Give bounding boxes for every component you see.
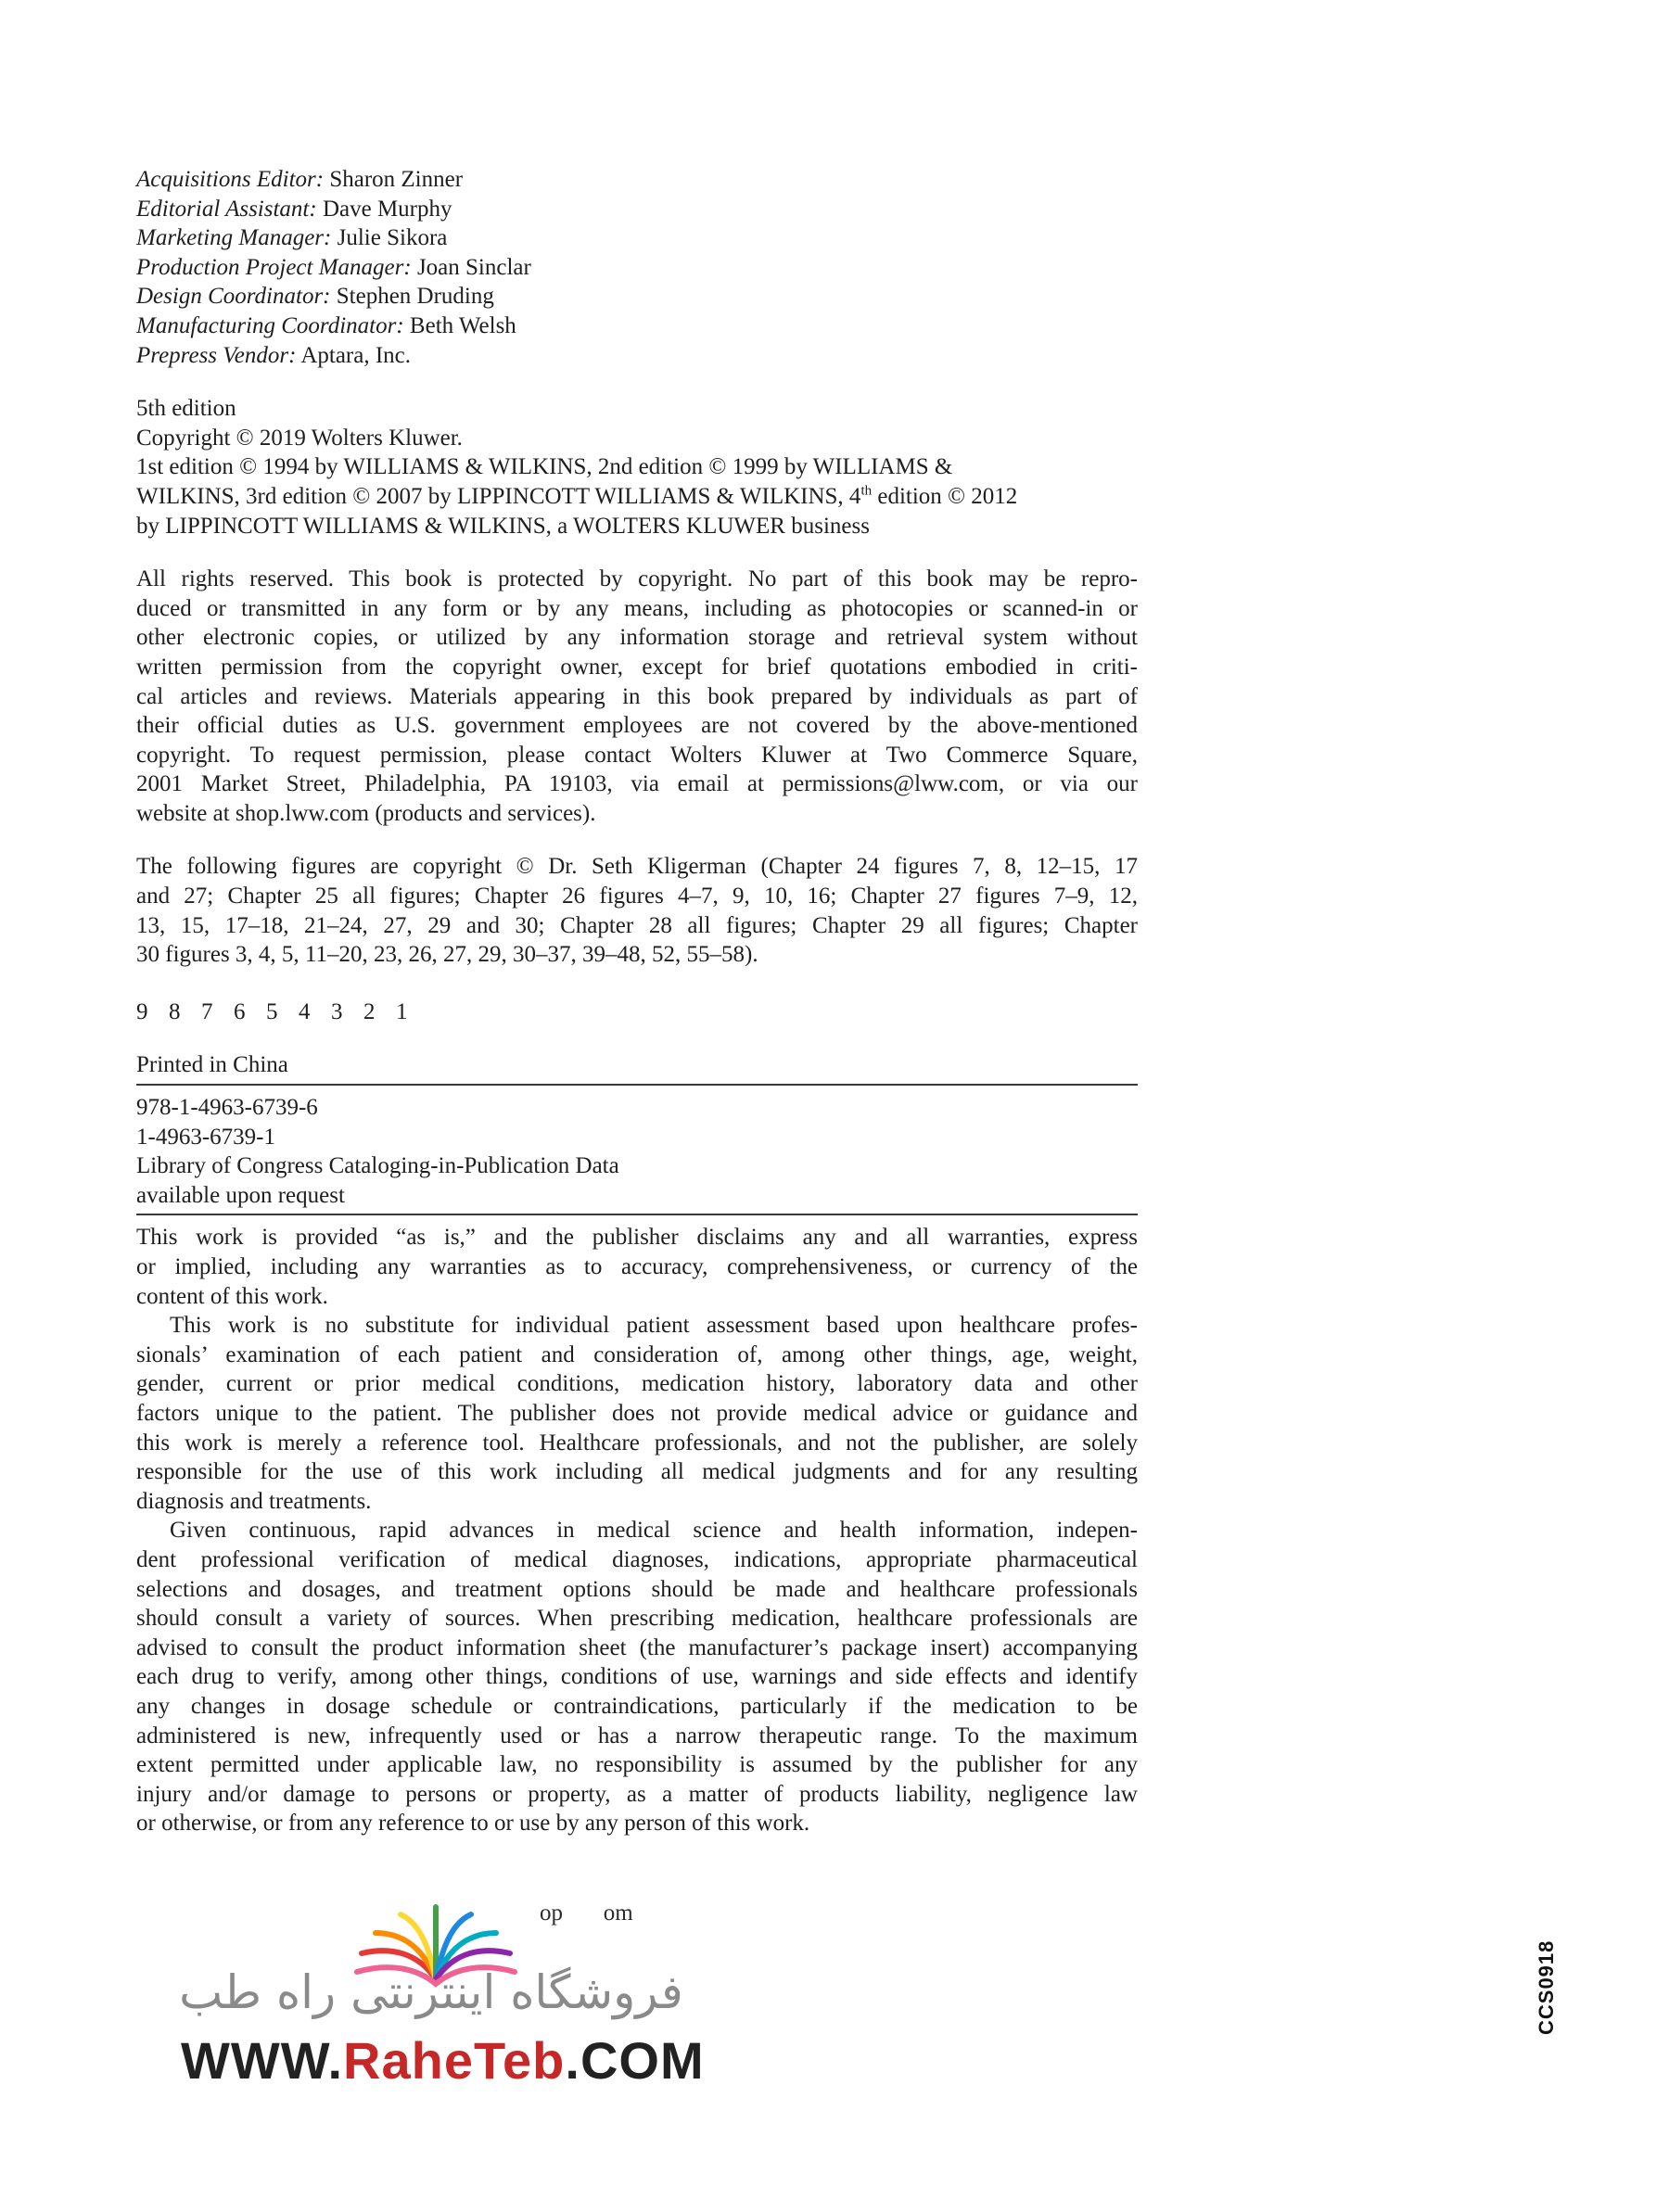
text-line: content of this work. bbox=[136, 1283, 328, 1309]
text-line: website at shop.lww.com (products and services). bbox=[136, 800, 596, 826]
edition-line: 5th edition bbox=[136, 396, 236, 422]
text-line: All rights reserved. This book is protected by copyright. No part of this book may be repro- bbox=[136, 566, 1138, 592]
impression-number: 4 bbox=[299, 998, 311, 1024]
impression-number: 3 bbox=[331, 998, 343, 1024]
credit-role: Production Project Manager: bbox=[136, 254, 412, 280]
credit-role: Prepress Vendor: bbox=[136, 342, 297, 368]
text-line: gender, current or prior medical conditions, medication history, laboratory data and other bbox=[136, 1371, 1138, 1397]
credit-row bbox=[136, 195, 1138, 224]
copyright-line: Copyright © 2019 Wolters Kluwer. bbox=[136, 425, 463, 451]
copyright-page bbox=[136, 165, 1138, 1838]
credit-row bbox=[136, 341, 1138, 371]
cip-line: available upon request bbox=[136, 1182, 345, 1208]
text-line: cal articles and reviews. Materials appearing in this book prepared by individuals as part of bbox=[136, 683, 1138, 709]
text-line: written permission from the copyright owner, except for brief quotations embodied in criti- bbox=[136, 654, 1138, 680]
credit-role: Acquisitions Editor: bbox=[136, 167, 325, 192]
side-code: CCS0918 bbox=[1535, 1939, 1558, 2035]
printed-in: Printed in China bbox=[136, 1052, 288, 1078]
edition-history-line bbox=[136, 482, 1138, 512]
watermark-url: WWW.RaheTeb.COM bbox=[181, 2031, 705, 2090]
text-line: administered is new, infrequently used or has a narrow therapeutic range. To the maximum bbox=[136, 1723, 1138, 1748]
edition-history-line: by LIPPINCOTT WILLIAMS & WILKINS, a WOLTERS KLUWER business bbox=[136, 513, 870, 539]
edition-block bbox=[136, 394, 1138, 540]
text-line: or otherwise, or from any reference to or use by any person of this work. bbox=[136, 1811, 810, 1837]
figures-copyright-paragraph bbox=[136, 852, 1138, 969]
text-line: should consult a variety of sources. When prescribing medication, healthcare professionals are bbox=[136, 1606, 1138, 1632]
impression-number: 9 bbox=[136, 998, 148, 1024]
text-line: responsible for the use of this work including all medical judgments and for any resulting bbox=[136, 1459, 1138, 1485]
watermark-persian-text: فروشگاه اینترنتی راه طب bbox=[179, 1965, 683, 2019]
text-line: This work is provided “as is,” and the publisher disclaims any and all warranties, express bbox=[136, 1225, 1138, 1251]
credit-row bbox=[136, 253, 1138, 283]
text-line: and 27; Chapter 25 all figures; Chapter 26 figures 4–7, 9, 10, 16; Chapter 27 figures 7–9, 12, bbox=[136, 884, 1138, 909]
text-line: diagnosis and treatments. bbox=[136, 1488, 372, 1514]
credit-name: Dave Murphy bbox=[322, 196, 452, 222]
divider bbox=[136, 1214, 1138, 1215]
disclaimer-paragraph bbox=[136, 1311, 1138, 1516]
text-line: copyright. To request permission, please contact Wolters Kluwer at Two Commerce Square, bbox=[136, 742, 1138, 768]
credit-row bbox=[136, 223, 1138, 253]
text-line: 30 figures 3, 4, 5, 11–20, 23, 26, 27, 29, 30–37, 39–48, 52, 55–58). bbox=[136, 942, 758, 968]
divider bbox=[136, 1084, 1138, 1086]
credit-role: Editorial Assistant: bbox=[136, 196, 317, 222]
edition-history-line: 1st edition © 1994 by WILLIAMS & WILKINS, 2nd edition © 1999 by WILLIAMS & bbox=[136, 454, 953, 480]
credit-name: Aptara, Inc. bbox=[300, 342, 412, 368]
edition-superscript: th bbox=[860, 483, 873, 499]
text-line: advised to consult the product information sheet (the manufacturer’s package insert) accompanying bbox=[136, 1634, 1138, 1660]
impression-number: 5 bbox=[266, 998, 278, 1024]
text-line: their official duties as U.S. government employees are not covered by the above-mentioned bbox=[136, 713, 1138, 739]
text-line: extent permitted under applicable law, no responsibility is assumed by the publisher for any bbox=[136, 1752, 1138, 1778]
text-line: each drug to verify, among other things, conditions of use, warnings and side effects and identify bbox=[136, 1664, 1138, 1690]
text-line: or implied, including any warranties as to accuracy, comprehensiveness, or currency of the bbox=[136, 1254, 1138, 1279]
credit-row bbox=[136, 282, 1138, 311]
disclaimer-paragraph bbox=[136, 1223, 1138, 1311]
impression-number: 7 bbox=[201, 998, 213, 1024]
impression-number: 6 bbox=[234, 998, 246, 1024]
text-line: 2001 Market Street, Philadelphia, PA 19103, via email at permissions@lww.com, or via our bbox=[136, 771, 1138, 797]
watermark-partial-text: op om bbox=[540, 1901, 633, 1926]
text-line: duced or transmitted in any form or by any means, including as photocopies or scanned-in or bbox=[136, 595, 1138, 621]
credit-name: Stephen Druding bbox=[336, 284, 494, 310]
credit-name: Sharon Zinner bbox=[329, 167, 464, 192]
impression-number: 1 bbox=[396, 998, 408, 1024]
isbn-13: 978-1-4963-6739-6 bbox=[136, 1095, 318, 1121]
disclaimer-paragraph bbox=[136, 1516, 1138, 1838]
rights-paragraph bbox=[136, 565, 1138, 828]
text-line: dent professional verification of medical diagnoses, indications, appropriate pharmaceutical bbox=[136, 1546, 1138, 1572]
printing-impression-line bbox=[136, 998, 1138, 1027]
text-line: selections and dosages, and treatment options should be made and healthcare professionals bbox=[136, 1576, 1138, 1602]
credit-role: Marketing Manager: bbox=[136, 225, 332, 251]
text-line: this work is merely a reference tool. Healthcare professionals, and not the publisher, are solely bbox=[136, 1430, 1138, 1456]
credit-row bbox=[136, 311, 1138, 341]
isbn-block bbox=[136, 1093, 1138, 1210]
impression-number: 2 bbox=[363, 998, 376, 1024]
edition-history-text: WILKINS, 3rd edition © 2007 by LIPPINCOTT WILLIAMS & WILKINS, 4 bbox=[136, 483, 861, 509]
credits-block bbox=[136, 165, 1138, 370]
text-line: injury and/or damage to persons or property, as a matter of products liability, negligence law bbox=[136, 1781, 1138, 1807]
text-line: 13, 15, 17–18, 21–24, 27, 29 and 30; Chapter 28 all figures; Chapter 29 all figures; Chapter bbox=[136, 912, 1138, 938]
text-line: other electronic copies, or utilized by any information storage and retrieval system without bbox=[136, 625, 1138, 651]
credit-name: Julie Sikora bbox=[337, 225, 448, 251]
isbn-10: 1-4963-6739-1 bbox=[136, 1124, 275, 1150]
credit-role: Manufacturing Coordinator: bbox=[136, 312, 404, 338]
credit-name: Beth Welsh bbox=[409, 312, 516, 338]
text-line: The following figures are copyright © Dr. Seth Kligerman (Chapter 24 figures 7, 8, 12–15, 17 bbox=[136, 854, 1138, 880]
impression-number: 8 bbox=[169, 998, 181, 1024]
text-line: Given continuous, rapid advances in medical science and health information, indepen- bbox=[170, 1518, 1138, 1544]
text-line: sionals’ examination of each patient and consideration of, among other things, age, weight, bbox=[136, 1341, 1138, 1367]
edition-history-text: edition © 2012 bbox=[872, 483, 1018, 509]
cip-line: Library of Congress Cataloging-in-Publication Data bbox=[136, 1153, 619, 1179]
credit-role: Design Coordinator: bbox=[136, 284, 331, 310]
text-line: any changes in dosage schedule or contraindications, particularly if the medication to be bbox=[136, 1693, 1138, 1719]
text-line: This work is no substitute for individual patient assessment based upon healthcare profes- bbox=[170, 1313, 1138, 1339]
credit-row bbox=[136, 165, 1138, 195]
text-line: factors unique to the patient. The publisher does not provide medical advice or guidance and bbox=[136, 1400, 1138, 1426]
credit-name: Joan Sinclar bbox=[416, 254, 531, 280]
